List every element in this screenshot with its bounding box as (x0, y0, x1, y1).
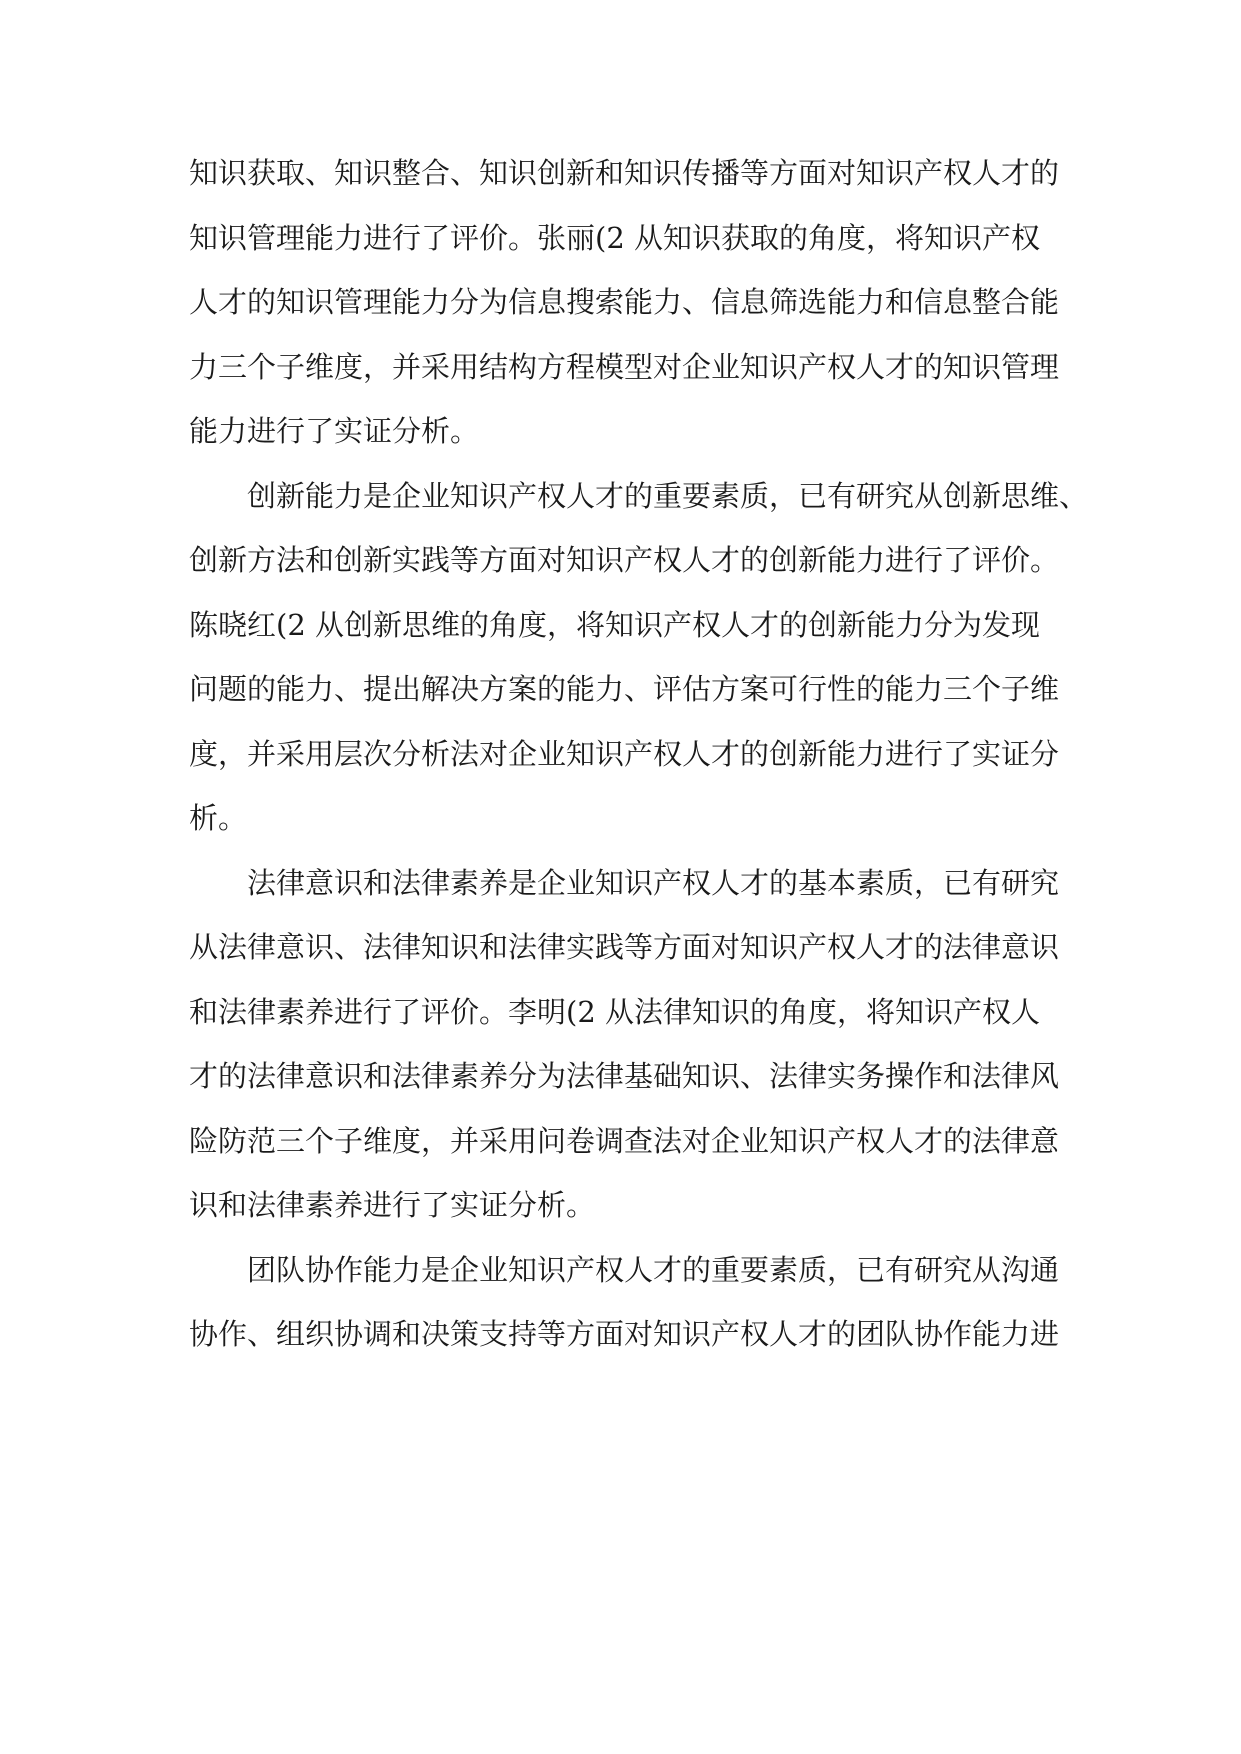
paragraph-line: 能力进行了实证分析。 (189, 414, 480, 448)
paragraph-knowledge-management (189, 141, 1069, 464)
document-body (189, 141, 1089, 1367)
paragraph-line: 从法律意识、法律知识和法律实践等方面对知识产权人才的法律意识 (189, 930, 1060, 964)
paragraph-teamwork-ability (189, 1238, 1069, 1367)
paragraph-legal-literacy (189, 851, 1069, 1238)
paragraph-innovation-ability (189, 464, 1089, 851)
paragraph-line: 析。 (189, 801, 248, 835)
paragraph-line: 和法律素养进行了评价。李明(2 从法律知识的角度，将知识产权人 (189, 994, 1040, 1029)
paragraph-line: 险防范三个子维度，并采用问卷调查法对企业知识产权人才的法律意 (189, 1123, 1060, 1158)
paragraph-line: 力三个子维度，并采用结构方程模型对企业知识产权人才的知识管理 (189, 349, 1060, 384)
paragraph-line: 识和法律素养进行了实证分析。 (189, 1188, 596, 1222)
paragraph-line: 才的法律意识和法律素养分为法律基础知识、法律实务操作和法律风 (189, 1059, 1060, 1093)
paragraph-line: 陈晓红(2 从创新思维的角度，将知识产权人才的创新能力分为发现 (189, 607, 1040, 642)
paragraph-line: 度，并采用层次分析法对企业知识产权人才的创新能力进行了实证分 (189, 736, 1060, 771)
paragraph-first-line: 创新能力是企业知识产权人才的重要素质，已有研究从创新思维、 (247, 478, 1089, 513)
paragraph-line: 知识管理能力进行了评价。张丽(2 从知识获取的角度，将知识产权 (189, 220, 1040, 255)
paragraph-line: 人才的知识管理能力分为信息搜索能力、信息筛选能力和信息整合能 (189, 285, 1060, 319)
paragraph-line: 创新方法和创新实践等方面对知识产权人才的创新能力进行了评价。 (189, 543, 1060, 577)
paragraph-line: 知识获取、知识整合、知识创新和知识传播等方面对知识产权人才的 (189, 156, 1060, 190)
paragraph-first-line: 法律意识和法律素养是企业知识产权人才的基本素质，已有研究 (247, 865, 1060, 900)
paragraph-first-line: 团队协作能力是企业知识产权人才的重要素质，已有研究从沟通 (247, 1252, 1060, 1287)
paragraph-line: 问题的能力、提出解决方案的能力、评估方案可行性的能力三个子维 (189, 672, 1060, 706)
paragraph-line: 协作、组织协调和决策支持等方面对知识产权人才的团队协作能力进 (189, 1317, 1060, 1351)
